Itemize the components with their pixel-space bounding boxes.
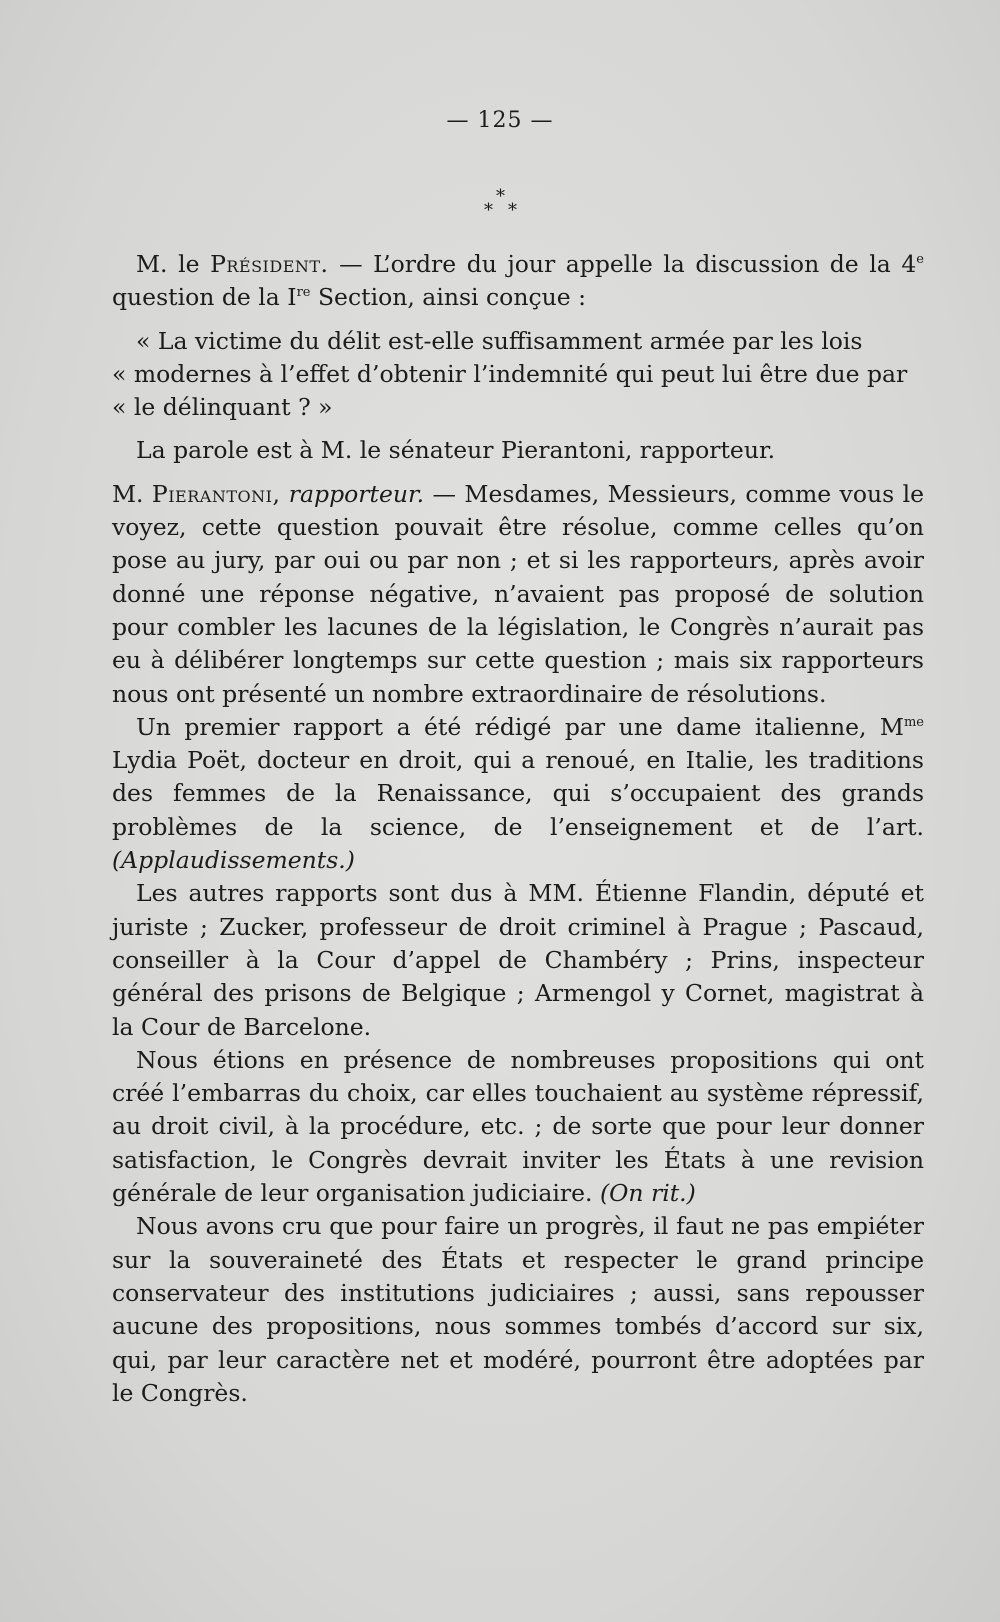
paragraph-autres-rapports: Les autres rapports sont dus à MM. Étienne Flandin, député et juriste ; Zucker, professeur de droit criminel à Prague ; Pascaud, conseiller à la Cour d’appel de Chambéry ; Prins, inspecteur général des prisons de Belgique ; Armengol y Cornet, magistrat à la Cour de Barcelone.	[112, 879, 924, 1041]
asterism-star: *	[496, 186, 505, 207]
speaker-title: M. le	[136, 250, 211, 278]
paragraph-text: Section, ainsi conçue :	[310, 283, 587, 312]
superscript: me	[903, 715, 924, 731]
speaker-role: rapporteur.	[280, 479, 425, 508]
asterism-star: *	[484, 200, 493, 221]
paragraph-progres: Nous avons cru que pour faire un progrès, il faut ne pas empiéter sur la souveraineté des États et respecter le grand principe conservateur des institutions judiciaires ; aussi, sans repousser aucune des propositions, nous sommes tombés d’accord sur six, qui, par leur caractère net et modéré, pourront être adoptées par le Congrès.	[112, 1212, 924, 1407]
paragraph-text: — Mesdames, Messieurs, comme vous le voyez, cette question pouvait être résolue, comme celles qu’on pose au jury, par oui ou par non ; et si les rapporteurs, après avoir donné une réponse négative, n’avaient pas proposé de solution pour combler les lacunes de la législation, le Congrès n’aurait pas eu à délibérer longtemps sur cette question ; mais six rapporteurs nous ont présenté un nombre extraordinaire de résolutions.	[112, 479, 924, 708]
speaker-name: Pierantoni,	[151, 479, 281, 508]
paragraph-text: Un premier rapport a été rédigé par une dame italienne, M	[136, 712, 904, 741]
speaker-title: M.	[112, 479, 152, 508]
paragraph-text: Lydia Poët, docteur en droit, qui a renoué, en Italie, les traditions des femmes de la Renaissance, qui s’occupaient des grands problèmes de la science, de l’enseignement et de l’art.	[112, 746, 924, 841]
paragraph-parole: La parole est à M. le sénateur Pierantoni, rapporteur.	[136, 436, 776, 465]
body-text	[112, 248, 924, 1410]
paragraph-president	[112, 248, 924, 315]
quote-line: « La victime du délit est-elle suffisamment armée par les lois	[136, 326, 863, 355]
quote-line: « le délinquant ? »	[112, 393, 333, 422]
paragraph-premier-rapport	[112, 711, 924, 877]
paragraph-propositions	[112, 1044, 924, 1210]
asterism-star: *	[508, 200, 517, 221]
superscript: e	[916, 252, 924, 268]
question-quote	[112, 325, 924, 425]
paragraph-text: — L’ordre du jour appelle la discussion de la 4	[328, 250, 917, 278]
paragraph-pierantoni	[112, 478, 924, 711]
asterism-divider	[484, 188, 544, 228]
paragraph-text: question de la I	[112, 283, 297, 312]
speaker-name: Président.	[210, 250, 329, 278]
paragraph-text: Nous étions en présence de nombreuses propositions qui ont créé l’embarras du choix, car elles touchaient au système répressif, au droit civil, à la procédure, etc. ; de sorte que pour leur donner satisfaction, le Congrès devrait inviter les États à une revision générale de leur organisation judiciaire.	[112, 1045, 924, 1208]
stage-aside: (On rit.)	[599, 1179, 696, 1208]
quote-line: « modernes à l’effet d’obtenir l’indemnité qui peut lui être due par	[112, 359, 908, 388]
stage-aside: (Applaudissements.)	[112, 846, 355, 875]
superscript: re	[296, 285, 311, 301]
page-number: — 125 —	[446, 108, 554, 133]
